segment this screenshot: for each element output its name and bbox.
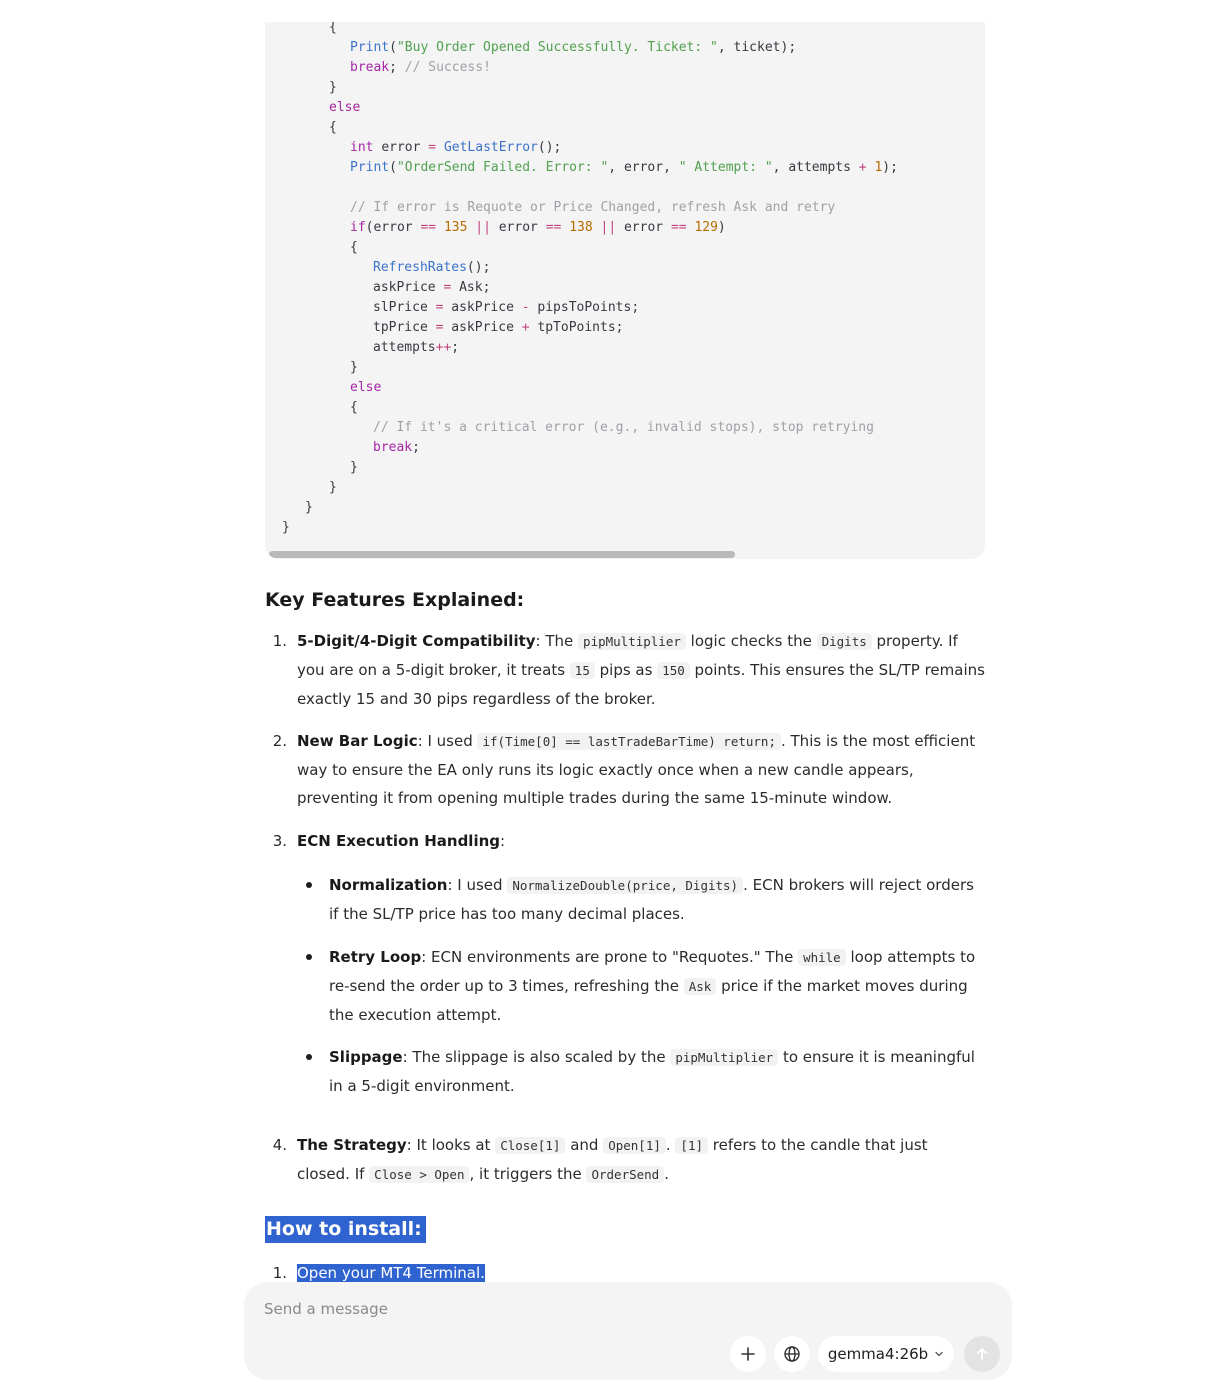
install-step-1-text: Open your MT4 Terminal. <box>297 1264 485 1282</box>
code-line: } <box>305 500 313 515</box>
add-attachment-button[interactable] <box>730 1336 766 1372</box>
model-selector[interactable] <box>818 1336 954 1372</box>
code-line: { <box>350 400 358 415</box>
list-item-number: 1. <box>272 632 287 650</box>
globe-icon <box>783 1345 801 1363</box>
code-line: } <box>329 80 337 95</box>
list-item-number: 4. <box>272 1136 287 1154</box>
bullet-dot <box>306 1054 312 1060</box>
bullet-dot <box>306 882 312 888</box>
send-button[interactable] <box>964 1336 1000 1372</box>
code-line: else <box>350 380 382 395</box>
message-composer <box>244 1282 1012 1380</box>
code-block <box>265 22 985 559</box>
code-line: break; <box>373 440 420 455</box>
chevron-down-icon <box>934 1349 944 1359</box>
message-input[interactable]: Send a message <box>264 1300 388 1318</box>
bullet-dot <box>306 954 312 960</box>
list-item-number: 3. <box>272 832 287 850</box>
code-line: } <box>350 460 358 475</box>
model-label: gemma4:26b <box>827 1345 929 1363</box>
code-line: askPrice = Ask; <box>373 280 491 295</box>
code-line: int error = GetLastError(); <box>350 140 562 155</box>
code-line: { <box>350 240 358 255</box>
install-heading: How to install: <box>265 1216 426 1243</box>
key-features-heading: Key Features Explained: <box>265 589 525 611</box>
code-line: else <box>329 100 361 115</box>
plus-icon <box>740 1346 756 1362</box>
code-line: } <box>329 480 337 495</box>
code-line: { <box>329 120 337 135</box>
list-item: ECN Execution Handling: <box>297 832 506 850</box>
sub-list-item: Normalization: I used NormalizeDouble(price, Digits) . ECN brokers will reject orders if the SL/TP price has too many decimal places. <box>329 876 974 923</box>
code-line: { <box>329 22 337 35</box>
code-line: // If error is Requote or Price Changed, refresh Ask and retry <box>350 200 836 215</box>
list-item: 5-Digit/4-Digit Compatibility: The pipMultiplier logic checks the Digits property. If you are on a 5-digit broker, it treats 15 pips as 150 points. This ensures the SL/TP remains exactly 15 and 30 pips regardless of the broker. <box>297 632 985 708</box>
code-horizontal-scrollbar[interactable] <box>265 551 985 559</box>
sub-list-item: Slippage: The slippage is also scaled by the pipMultiplier to ensure it is meaningful in a 5-digit environment. <box>329 1048 975 1095</box>
code-line: slPrice = askPrice - pipsToPoints; <box>373 300 640 315</box>
code-line: Print("OrderSend Failed. Error: ", error, " Attempt: ", attempts + 1); <box>350 160 898 175</box>
code-line: tpPrice = askPrice + tpToPoints; <box>373 320 624 335</box>
sub-list-item: Retry Loop: ECN environments are prone to "Requotes." The while loop attempts to re-send the order up to 3 times, refreshing the Ask price if the market moves during the execution attempt. <box>329 948 976 1024</box>
list-item-number: 2. <box>272 732 287 750</box>
code-line: RefreshRates(); <box>373 260 491 275</box>
web-search-button[interactable] <box>774 1336 810 1372</box>
scrollbar-thumb[interactable] <box>269 551 735 558</box>
code-line: attempts++; <box>373 340 460 355</box>
list-item: New Bar Logic: I used if(Time[0] == lastTradeBarTime) return; . This is the most efficient way to ensure the EA only runs its logic exactly once when a new candle appears, preventing it from opening multiple trades during the same 15-minute window. <box>297 732 976 807</box>
code-line: } <box>282 520 290 535</box>
code-line: if(error == 135 || error == 138 || error == 129) <box>350 220 726 235</box>
list-item: The Strategy: It looks at Close[1] and Open[1] . [1] refers to the candle that just closed. If Close > Open , it triggers the OrderSend . <box>297 1136 928 1183</box>
install-step-number: 1. <box>272 1264 287 1282</box>
code-line: Print("Buy Order Opened Successfully. Ticket: ", ticket); <box>350 40 797 55</box>
arrow-up-icon <box>974 1346 990 1362</box>
code-line: break; // Success! <box>350 60 491 75</box>
code-line: } <box>350 360 358 375</box>
code-line: // If it's a critical error (e.g., invalid stops), stop retrying <box>373 420 874 435</box>
